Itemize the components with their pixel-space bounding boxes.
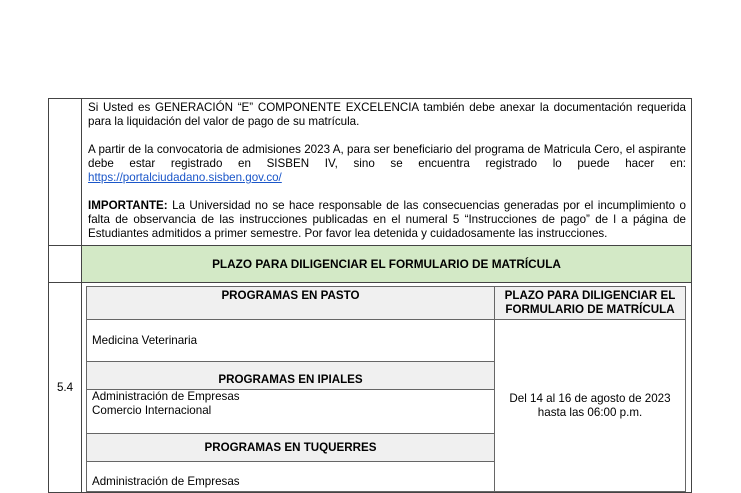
deadline-column-header: PLAZO PARA DILIGENCIAR EL FORMULARIO DE MATRÍCULA xyxy=(495,287,686,320)
important-paragraph xyxy=(88,199,686,241)
deadline-header-row xyxy=(49,246,692,283)
matricula-cero-text: A partir de la convocatoria de admisiones 2023 A, para ser beneficiario del programa de Matricula Cero, el aspirante debe estar registrado en SISBEN IV, sino se encuentra registrado lo puede hacer en: xyxy=(88,143,686,170)
ipiales-header: PROGRAMAS EN IPIALES xyxy=(87,362,495,390)
tuquerres-header: PROGRAMAS EN TUQUERRES xyxy=(87,434,495,462)
important-text: La Universidad no se hace responsable de las consecuencias generadas por el incumplimiento o falta de observancia de las instrucciones publicadas en el numeral 5 “Instrucciones de pago” de l a página de Estudiantes admitidos a primer semestre. Por favor lea detenida y cuidadosamente las instrucciones. xyxy=(88,199,686,240)
gen-e-paragraph: Si Usted es GENERACIÓN “E” COMPONENTE EXCELENCIA también debe anexar la documentación requerida para la liquidación del valor de pago de su matrícula. xyxy=(88,101,686,128)
document-table xyxy=(48,98,692,493)
pasto-header: PROGRAMAS EN PASTO xyxy=(87,287,495,320)
ipiales-program-1: Administración de Empresas xyxy=(92,390,240,403)
empty-number-cell xyxy=(49,99,82,246)
section-number: 5.4 xyxy=(49,283,82,493)
deadline-time: hasta las 06:00 p.m. xyxy=(537,405,643,419)
tuquerres-program-1: Administración de Empresas xyxy=(87,462,495,492)
deadline-section-header: PLAZO PARA DILIGENCIAR EL FORMULARIO DE MATRÍCULA xyxy=(82,246,692,283)
programs-table xyxy=(86,286,686,492)
intro-text-cell xyxy=(82,99,692,246)
sisben-link[interactable]: https://portalciudadano.sisben.gov.co/ xyxy=(88,171,282,184)
important-label: IMPORTANTE: xyxy=(88,199,168,212)
deadline-dates: Del 14 al 16 de agosto de 2023 xyxy=(509,391,671,405)
deadline-cell xyxy=(495,320,686,492)
intro-row xyxy=(49,99,692,246)
ipiales-program-2: Comercio Internacional xyxy=(92,404,212,417)
empty-number-cell-2 xyxy=(49,246,82,283)
programs-row xyxy=(49,283,692,493)
ipiales-programs xyxy=(87,390,495,434)
matricula-cero-paragraph xyxy=(88,143,686,185)
pasto-program-1: Medicina Veterinaria xyxy=(87,320,495,362)
programs-cell xyxy=(82,283,692,493)
